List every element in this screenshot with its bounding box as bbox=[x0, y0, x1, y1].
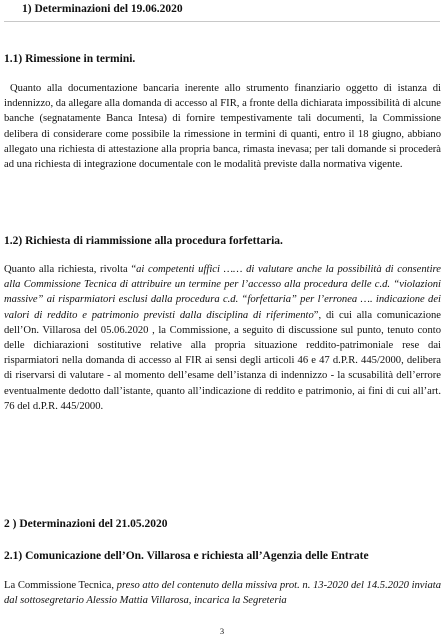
subsection-2-1-heading: 2.1) Comunicazione dell’On. Villarosa e richiesta all’Agenzia delle Entrate bbox=[4, 550, 369, 562]
section-2-heading: 2 ) Determinazioni del 21.05.2020 bbox=[4, 518, 168, 530]
subsection-1-1-heading: 1.1) Rimessione in termini. bbox=[4, 53, 136, 65]
subsection-1-1-paragraph: Quanto alla documentazione bancaria inerente allo strumento finanziario oggetto di istanza di indennizzo, da allegare alla domanda di accesso al FIR, a fronte della dichiarata impossibilità di alcune banche (segnatamente Banca Intesa) di fornire tempestivamente tali documenti, la Commissione delibera di considerare come possibile la rimessione in termini di quanti, entro il 18 giugno, abbiano allegato una richiesta di attestazione alla propria banca, rimasta inevasa; per tali domande si procederà ad una richiesta di integrazione documentale con le modalità previste dalla normativa vigente. bbox=[4, 83, 441, 171]
subsection-1-2-heading: 1.2) Richiesta di riammissione alla procedura forfettaria. bbox=[4, 235, 283, 247]
page-number: 3 bbox=[219, 626, 225, 636]
missive-reference-italic: preso atto del contenuto della missiva prot. n. 13-2020 del 14.5.2020 inviata dal sottosegretario Alessio Mattia Villarosa, incarica la Segreteria bbox=[4, 580, 441, 607]
quoted-request-italic: ai competenti uffici …… di valutare anche la possibilità di consentire alla Commissione Tecnica di attribuire un termine per l’accesso alla procedura delle c.d. “violazioni massive” ai risparmiatori esclusi dalla procedura c.d. “forfettaria” per l’erronea …. indicazione dei valori di reddito e patrimonio previsti dalla disciplina di riferimento bbox=[4, 264, 441, 321]
paragraph-text: Quanto alla richiesta, rivolta “ bbox=[4, 264, 137, 275]
heading-underline bbox=[4, 21, 440, 22]
subsection-1-2-paragraph bbox=[4, 262, 441, 414]
paragraph-text: La Commissione Tecnica, bbox=[4, 580, 117, 591]
paragraph-text: ”, di cui alla comunicazione dell’On. Villarosa del 05.06.2020 , la Commissione, a seguito di discussione sul punto, tenuto conto delle dichiarazioni sostitutive relative alla propria situazione reddito-patrimoniale rese dai risparmiatori nella domanda di accesso al FIR ai sensi degli articoli 46 e 47 d.P.R. 445/2000, delibera di riservarsi di valutare - al momento dell’esame dell’istanza di indennizzo - la scusabilità dell’errore eventualmente dedotto dall’istante, quanto all’indicazione di reddito e patrimonio, ai fini di cui all’art. 76 del d.P.R. 445/2000. bbox=[4, 309, 442, 412]
subsection-2-1-paragraph bbox=[4, 578, 441, 608]
section-1-heading: 1) Determinazioni del 19.06.2020 bbox=[22, 3, 183, 15]
